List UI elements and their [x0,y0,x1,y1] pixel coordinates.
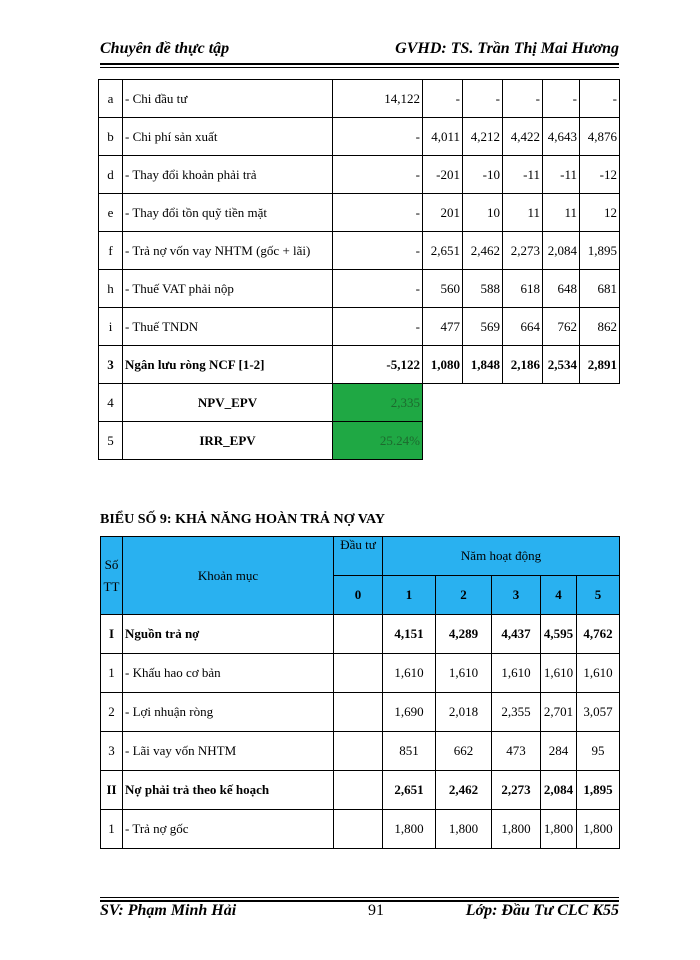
value-cell: -5,122 [333,346,423,384]
value-cell: 2,651 [423,232,463,270]
value-cell: 284 [541,732,577,771]
footer-right: Lớp: Đầu Tư CLC K55 [465,902,619,919]
value-cell: - [580,80,620,118]
row-label: - Lãi vay vốn NHTM [123,732,334,771]
table-row [99,308,620,346]
value-cell: 2,355 [492,693,541,732]
value-cell: 477 [423,308,463,346]
year-col-header: 0 [334,576,383,615]
row-label: Nguồn trả nợ [123,615,334,654]
value-cell: 1,610 [436,654,492,693]
value-cell: 1,800 [383,810,436,849]
value-cell [334,732,383,771]
value-cell: - [463,80,503,118]
table-row [101,615,620,654]
value-cell: 11 [543,194,580,232]
empty-area [423,384,620,422]
value-cell: - [333,308,423,346]
value-cell: 473 [492,732,541,771]
header-rule [100,63,619,65]
row-number: 5 [99,422,123,460]
value-cell: - [503,80,543,118]
table-row [99,118,620,156]
year-col-header: 3 [492,576,541,615]
row-number: 3 [99,346,123,384]
col-header-item: Khoản mục [123,537,334,615]
value-cell: 2,891 [580,346,620,384]
row-number: f [99,232,123,270]
row-number: 3 [101,732,123,771]
value-cell: 4,151 [383,615,436,654]
value-cell: 2,651 [383,771,436,810]
value-cell: 2,084 [541,771,577,810]
value-cell [334,810,383,849]
value-cell: - [333,270,423,308]
value-cell: 2,701 [541,693,577,732]
col-header-years: Năm hoạt động [383,537,620,576]
value-cell: -12 [580,156,620,194]
row-number: 1 [101,810,123,849]
value-cell: - [333,194,423,232]
row-label: - Thuế TNDN [123,308,333,346]
value-cell: - [333,232,423,270]
value-cell: -10 [463,156,503,194]
value-cell: 1,690 [383,693,436,732]
value-cell: - [423,80,463,118]
value-cell: 1,800 [577,810,620,849]
value-cell: 762 [543,308,580,346]
row-number: d [99,156,123,194]
value-cell: 560 [423,270,463,308]
row-label: - Trả nợ vốn vay NHTM (gốc + lãi) [123,232,333,270]
value-cell: 10 [463,194,503,232]
row-label: Nợ phải trả theo kế hoạch [123,771,334,810]
value-cell: 4,422 [503,118,543,156]
page-footer [100,902,619,926]
row-label: - Khấu hao cơ bản [123,654,334,693]
row-label: - Thay đổi tồn quỹ tiền mặt [123,194,333,232]
npv-value: 2,335 [333,384,423,422]
irr-label: IRR_EPV [123,422,333,460]
value-cell [334,654,383,693]
value-cell [334,771,383,810]
value-cell: 201 [423,194,463,232]
value-cell: -11 [543,156,580,194]
empty-area [423,422,620,460]
year-col-header: 4 [541,576,577,615]
row-number: I [101,615,123,654]
table-row [99,232,620,270]
row-label: - Lợi nhuận ròng [123,693,334,732]
value-cell: 2,084 [543,232,580,270]
value-cell: 2,186 [503,346,543,384]
row-number: i [99,308,123,346]
row-number: 4 [99,384,123,422]
value-cell: 588 [463,270,503,308]
value-cell: - [543,80,580,118]
row-number: 2 [101,693,123,732]
value-cell: 4,011 [423,118,463,156]
table-row [99,270,620,308]
year-col-header: 5 [577,576,620,615]
row-label: Ngân lưu ròng NCF [1-2] [123,346,333,384]
row-number: II [101,771,123,810]
value-cell: 851 [383,732,436,771]
value-cell: 1,610 [577,654,620,693]
row-label: - Chi đầu tư [123,80,333,118]
row-number: a [99,80,123,118]
table-row [101,654,620,693]
value-cell: 2,018 [436,693,492,732]
table-row [101,810,620,849]
value-cell: 12 [580,194,620,232]
value-cell [334,615,383,654]
page-number: 91 [368,902,384,919]
value-cell: 569 [463,308,503,346]
header-left: Chuyên đề thực tập [100,40,230,57]
table-row [101,732,620,771]
table-row [101,693,620,732]
value-cell: 11 [503,194,543,232]
value-cell: 14,122 [333,80,423,118]
header-right: GVHD: TS. Trần Thị Mai Hương [395,40,619,57]
value-cell: 4,212 [463,118,503,156]
value-cell: - [333,118,423,156]
table-row [99,156,620,194]
footer-rule-thin [100,897,619,898]
value-cell: 1,080 [423,346,463,384]
value-cell: 662 [436,732,492,771]
year-col-header: 2 [436,576,492,615]
row-label: - Chi phí sản xuất [123,118,333,156]
value-cell: -11 [503,156,543,194]
row-label: - Thay đổi khoản phải trả [123,156,333,194]
irr-row [99,422,620,460]
value-cell: - [333,156,423,194]
page-header [100,40,619,64]
table-row [101,771,620,810]
value-cell: 862 [580,308,620,346]
table2-title: BIỂU SỐ 9: KHẢ NĂNG HOÀN TRẢ NỢ VAY [100,512,385,527]
value-cell: 1,610 [383,654,436,693]
row-number: h [99,270,123,308]
row-number: b [99,118,123,156]
col-header-stt: Số TT [101,537,123,615]
table-row [99,346,620,384]
value-cell: 1,800 [492,810,541,849]
value-cell: 95 [577,732,620,771]
value-cell: 681 [580,270,620,308]
value-cell: 4,876 [580,118,620,156]
npv-label: NPV_EPV [123,384,333,422]
value-cell: 1,800 [436,810,492,849]
value-cell: 2,273 [492,771,541,810]
value-cell: 1,895 [580,232,620,270]
value-cell: 4,595 [541,615,577,654]
row-label: - Thuế VAT phải nộp [123,270,333,308]
table-row [99,80,620,118]
row-number: e [99,194,123,232]
value-cell: 618 [503,270,543,308]
value-cell: 4,437 [492,615,541,654]
irr-value: 25.24% [333,422,423,460]
col-header-invest: Đầu tư [334,537,383,576]
repayment-table [100,536,620,849]
value-cell: 4,643 [543,118,580,156]
npv-row [99,384,620,422]
value-cell: 2,534 [543,346,580,384]
value-cell: 3,057 [577,693,620,732]
value-cell: 4,289 [436,615,492,654]
year-col-header: 1 [383,576,436,615]
value-cell: 2,462 [436,771,492,810]
value-cell: 2,462 [463,232,503,270]
value-cell: 648 [543,270,580,308]
row-number: 1 [101,654,123,693]
value-cell: 1,895 [577,771,620,810]
value-cell: 1,848 [463,346,503,384]
value-cell: 4,762 [577,615,620,654]
row-label: - Trả nợ gốc [123,810,334,849]
value-cell: 1,800 [541,810,577,849]
value-cell: 1,610 [541,654,577,693]
cashflow-table [98,79,620,460]
table-row [99,194,620,232]
value-cell: -201 [423,156,463,194]
header-rule-thin [100,67,619,68]
value-cell: 2,273 [503,232,543,270]
value-cell: 1,610 [492,654,541,693]
footer-left: SV: Phạm Minh Hải [100,902,237,919]
value-cell: 664 [503,308,543,346]
value-cell [334,693,383,732]
